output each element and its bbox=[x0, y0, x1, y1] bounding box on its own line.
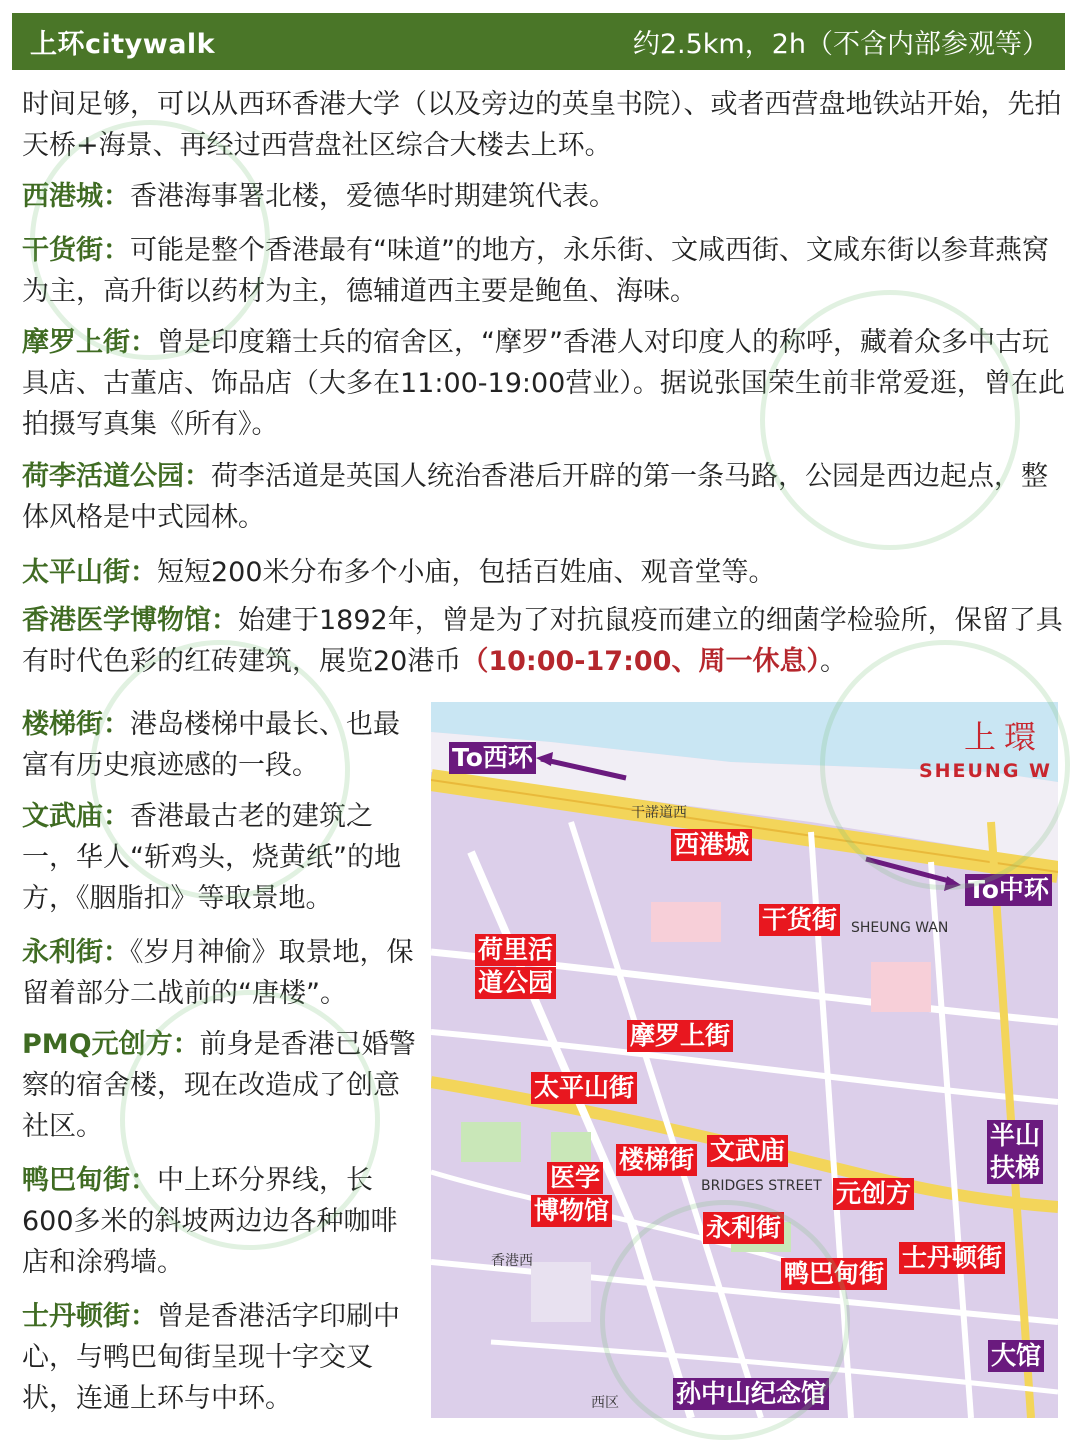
spot-text: 荷李活道是英国人统治香港后开辟的第一条马路，公园是西边起点，整体风格是中式园林。 bbox=[22, 461, 1048, 533]
map-tag-pmq: 元创方 bbox=[833, 1178, 914, 1210]
map-tag-western-market: 西港城 bbox=[671, 829, 752, 861]
spot-label: 士丹顿街： bbox=[22, 1301, 157, 1332]
spot-label: 文武庙： bbox=[22, 801, 130, 832]
spot-entry bbox=[22, 322, 1067, 445]
map-tag-sun-yat-sen-museum: 孙中山纪念馆 bbox=[673, 1378, 829, 1410]
map-road-label: BRIDGES STREET bbox=[701, 1178, 822, 1194]
page-title: 上环citywalk bbox=[30, 29, 216, 60]
map-road-label: 西区 bbox=[591, 1395, 619, 1411]
spot-text: 港岛楼梯中最长、也最富有历史痕迹感的一段。 bbox=[22, 709, 400, 781]
spot-text: 曾是香港活字印刷中心，与鸭巴甸街呈现十字交叉状，连通上环与中环。 bbox=[22, 1301, 400, 1414]
spot-entry bbox=[22, 456, 1067, 538]
map-tag-dried-seafood-street: 干货街 bbox=[759, 904, 840, 936]
map-tag-mid-levels-escalator-2: 扶梯 bbox=[987, 1152, 1043, 1184]
map-tag-tai-ping-shan-street: 太平山街 bbox=[531, 1072, 637, 1104]
spot-entry bbox=[22, 796, 422, 919]
spot-entry bbox=[22, 932, 422, 1014]
map-tag-hollywood-park: 荷里活 bbox=[475, 934, 556, 966]
spot-text: 中上环分界线，长600多米的斜坡两边边各种咖啡店和涂鸦墙。 bbox=[22, 1165, 398, 1278]
spot-entry bbox=[22, 600, 1067, 682]
spot-entry bbox=[22, 176, 1067, 217]
spot-entry bbox=[22, 552, 1067, 593]
spot-entry bbox=[22, 1160, 422, 1283]
spot-text: 《岁月神偷》取景地，保留着部分二战前的“唐楼”。 bbox=[22, 937, 414, 1009]
spot-label: 永利街： bbox=[22, 937, 130, 968]
header-bar bbox=[12, 13, 1065, 70]
map-tag-staunton-street: 士丹顿街 bbox=[899, 1242, 1005, 1274]
spot-text: 始建于1892年，曾是为了对抗鼠疫而建立的细菌学检验所，保留了具有时代色彩的红砖建筑，展览20港币 bbox=[22, 605, 1063, 677]
map-tag-medical-museum: 医学 bbox=[547, 1162, 603, 1194]
spot-label: 鸭巴甸街： bbox=[22, 1165, 157, 1196]
spot-text: 香港最古老的建筑之一，华人“斩鸡头，烧黄纸”的地方，《胭脂扣》等取景地。 bbox=[22, 801, 401, 914]
spot-label: 楼梯街： bbox=[22, 709, 130, 740]
spot-label: 西港城： bbox=[22, 181, 130, 212]
opening-hours: （10:00-17:00、周一休息） bbox=[461, 646, 820, 677]
map-tag-wing-lee-street: 永利街 bbox=[703, 1212, 784, 1244]
route-summary: 约2.5km，2h（不含内部参观等） bbox=[632, 29, 1049, 60]
spot-label: PMQ元创方： bbox=[22, 1029, 200, 1060]
map-tag-to-west: To西环 bbox=[449, 742, 536, 774]
map-district-cn: 上環 bbox=[963, 718, 1044, 756]
intro-text: 时间足够，可以从西环香港大学（以及旁边的英皇书院）、或者西营盘地铁站开始，先拍天桥+海景、再经过西营盘社区综合大楼去上环。 bbox=[22, 89, 1062, 161]
spot-label: 香港医学博物馆： bbox=[22, 605, 238, 636]
spot-text: 曾是印度籍士兵的宿舍区，“摩罗”香港人对印度人的称呼，藏着众多中古玩具店、古董店、饰品店（大多在11:00-19:00营业）。据说张国荣生前非常爱逛，曾在此拍摄写真集《所有》。 bbox=[22, 327, 1065, 440]
spot-text: 可能是整个香港最有“味道”的地方，永乐街、文咸西街、文咸东街以参茸燕窝为主，高升街以药材为主，德辅道西主要是鲍鱼、海味。 bbox=[22, 235, 1049, 307]
spot-text: 香港海事署北楼，爱德华时期建筑代表。 bbox=[130, 181, 616, 212]
spot-entry bbox=[22, 1296, 422, 1419]
route-map bbox=[431, 702, 1058, 1418]
map-road-label: 干諾道西 bbox=[631, 805, 687, 821]
spot-label: 摩罗上街： bbox=[22, 327, 157, 358]
map-background bbox=[431, 702, 1058, 1418]
spot-label: 荷李活道公园： bbox=[22, 461, 211, 492]
map-tag-medical-museum-2: 博物馆 bbox=[531, 1195, 612, 1227]
map-tag-tai-kwun: 大馆 bbox=[988, 1340, 1044, 1372]
spot-entry bbox=[22, 230, 1067, 312]
spot-entry bbox=[22, 1024, 422, 1147]
spot-label: 干货街： bbox=[22, 235, 130, 266]
map-tag-to-central: To中环 bbox=[965, 874, 1052, 906]
map-tag-upper-lascar-row: 摩罗上街 bbox=[627, 1020, 733, 1052]
map-tag-ladder-street: 楼梯街 bbox=[616, 1144, 697, 1176]
spot-label: 太平山街： bbox=[22, 557, 157, 588]
spot-text: 前身是香港已婚警察的宿舍楼，现在改造成了创意社区。 bbox=[22, 1029, 416, 1142]
map-tag-hollywood-park-2: 道公园 bbox=[475, 967, 556, 999]
map-road-label: SHEUNG WAN bbox=[851, 920, 949, 936]
map-tag-man-mo-temple: 文武庙 bbox=[707, 1135, 788, 1167]
map-district-en: SHEUNG W bbox=[918, 760, 1052, 782]
map-tag-mid-levels-escalator: 半山 bbox=[987, 1120, 1043, 1152]
map-tag-aberdeen-street: 鸭巴甸街 bbox=[781, 1258, 887, 1290]
spot-entry bbox=[22, 704, 422, 786]
spot-text: 短短200米分布多个小庙，包括百姓庙、观音堂等。 bbox=[157, 557, 776, 588]
spot-text-tail: 。 bbox=[819, 646, 847, 677]
map-road-label: 香港西 bbox=[491, 1253, 533, 1269]
